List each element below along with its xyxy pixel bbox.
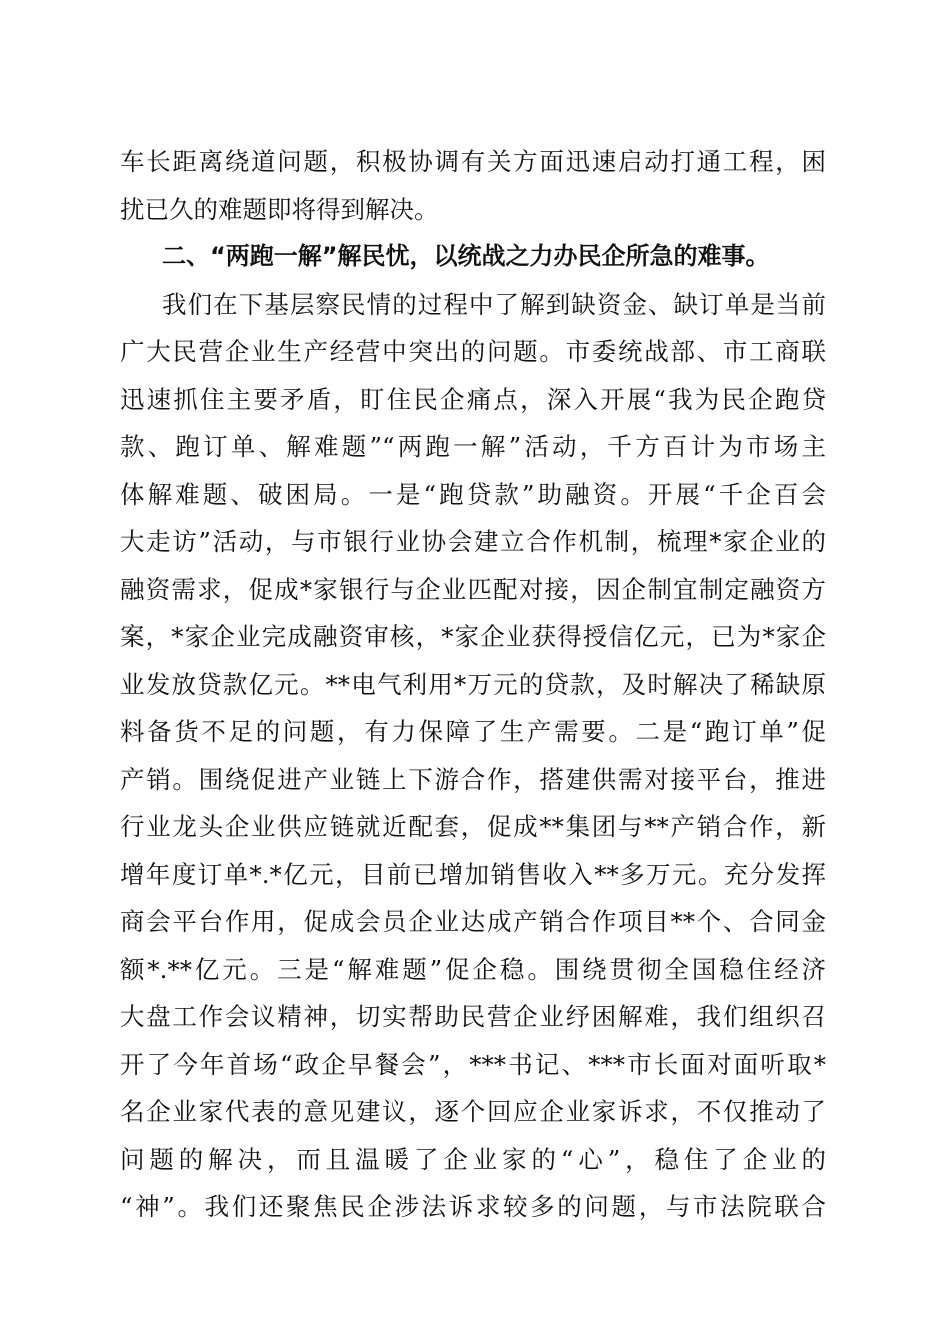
text-line: 增年度订单*.*亿元，目前已增加销售收入**多万元。充分发挥	[120, 859, 826, 889]
document-body	[120, 138, 826, 1231]
continued-paragraph	[120, 138, 826, 233]
text-line: 大盘工作会议精神，切实帮助民营企业纾困解难，我们组织召	[120, 1002, 826, 1031]
text-line: 额*.**亿元。三是“解难题”促企稳。围绕贯彻全国稳住经济	[120, 954, 826, 984]
text-line: 体解难题、破困局。一是“跑贷款”助融资。开展“千企百会	[120, 479, 826, 509]
text-line: 融资需求，促成*家银行与企业匹配对接，因企制宜制定融资方	[120, 574, 826, 604]
text-line: 我们在下基层察民情的过程中了解到缺资金、缺订单是当前	[162, 289, 826, 319]
text-line: 迅速抓住主要矛盾，盯住民企痛点，深入开展“我为民企跑贷	[120, 384, 826, 414]
text-line: 料备货不足的问题，有力保障了生产需要。二是“跑订单”促	[120, 717, 826, 746]
section-heading-block	[120, 233, 826, 281]
text-line: 车长距离绕道问题，积极协调有关方面迅速启动打通工程，困	[120, 147, 826, 176]
text-line: 问题的解决，而且温暖了企业家的“心”，稳住了企业的	[120, 1144, 826, 1174]
text-line: 业发放贷款亿元。**电气利用*万元的贷款，及时解决了稀缺原	[120, 669, 826, 699]
text-line: 产销。围绕促进产业链上下游合作，搭建供需对接平台，推进	[120, 764, 826, 794]
section-heading: 二、“两跑一解”解民忧，以统战之力办民企所急的难事。	[162, 242, 770, 270]
text-line: 扰已久的难题即将得到解决。	[120, 194, 439, 224]
text-line: 广大民营企业生产经营中突出的问题。市委统战部、市工商联	[120, 337, 826, 366]
text-line: 开了今年首场“政企早餐会”，***书记、***市长面对面听取*	[120, 1049, 826, 1079]
text-line: “神”。我们还聚焦民企涉法诉求较多的问题，与市法院联合	[120, 1192, 826, 1221]
text-line: 行业龙头企业供应链就近配套，促成**集团与**产销合作，新	[120, 812, 826, 841]
text-line: 案，*家企业完成融资审核，*家企业获得授信亿元，已为*家企	[120, 622, 826, 651]
text-line: 商会平台作用，促成会员企业达成产销合作项目**个、合同金	[120, 907, 826, 936]
text-line: 款、跑订单、解难题”“两跑一解”活动，千方百计为市场主	[120, 432, 826, 461]
text-line: 大走访”活动，与市银行业协会建立合作机制，梳理*家企业的	[120, 527, 826, 556]
main-paragraph	[120, 281, 826, 1231]
text-line: 名企业家代表的意见建议，逐个回应企业家诉求，不仅推动了	[120, 1097, 826, 1126]
